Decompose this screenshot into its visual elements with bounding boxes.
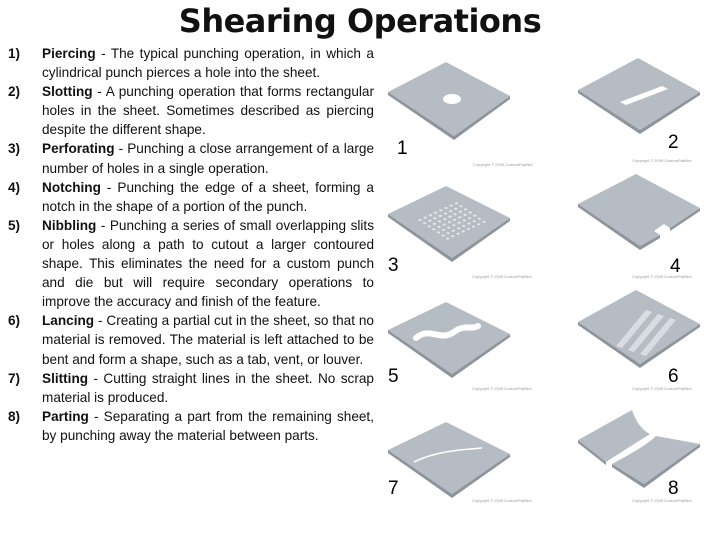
figure-label: 2	[668, 132, 679, 153]
item-text: - Creating a partial cut in the sheet, so that no material is removed. The material is left attached to be bent and form a shape, such as a tab, vent, or louver.	[42, 313, 374, 367]
list-item	[8, 311, 374, 368]
item-body	[42, 311, 374, 368]
figure-label: 1	[397, 138, 408, 159]
notching-plate-image	[576, 174, 702, 254]
copyright-note: Copyright © 2009 CustomPartNet	[472, 274, 532, 279]
item-body	[42, 44, 374, 82]
perforation-hole	[457, 227, 460, 229]
perforation-hole	[428, 220, 431, 222]
item-body	[42, 407, 374, 445]
copyright-note: Copyright © 2009 CustomPartNet	[632, 274, 692, 279]
figure-label: 5	[388, 366, 399, 387]
item-term: Nibbling	[42, 217, 97, 233]
item-term: Notching	[42, 179, 101, 195]
perforation-hole	[467, 223, 470, 225]
perforation-hole	[473, 220, 476, 222]
perforation-hole	[447, 232, 450, 234]
copyright-note: Copyright © 2009 CustomPartNet	[473, 162, 533, 167]
perforation-hole	[454, 208, 457, 210]
item-text: - Punching a close arrangement of a large number of holes in a single operation.	[42, 141, 374, 176]
list-item	[8, 369, 374, 407]
list-item	[8, 178, 374, 216]
item-number: 5)	[8, 217, 21, 233]
perforation-hole	[464, 208, 467, 210]
perforation-hole	[418, 219, 421, 221]
item-number: 4)	[8, 179, 21, 195]
perforation-hole	[432, 228, 435, 230]
perforation-hole	[443, 218, 446, 220]
perforation-hole	[433, 217, 436, 219]
item-number: 1)	[8, 46, 21, 61]
piercing-plate-image	[386, 62, 512, 144]
perforation-hole	[473, 215, 476, 217]
copyright-note: Copyright © 2009 CustomPartNet	[632, 498, 692, 503]
slotting-plate-image	[576, 58, 702, 138]
perforation-hole	[472, 226, 475, 228]
perforation-hole	[454, 213, 457, 215]
copyright-note: Copyright © 2009 CustomPartNet	[632, 158, 692, 163]
parting-plate-image	[576, 410, 702, 494]
perforation-hole	[449, 210, 452, 212]
slitting-plate-image	[386, 422, 512, 502]
figure-label: 7	[388, 478, 399, 499]
perforation-hole	[469, 212, 472, 214]
item-term: Perforating	[42, 141, 115, 157]
perforation-hole	[441, 235, 444, 237]
perforation-hole	[444, 207, 447, 209]
item-number: 3)	[8, 141, 21, 157]
perforation-hole	[459, 211, 462, 213]
perforation-hole	[477, 223, 480, 225]
perforation-hole	[452, 230, 455, 232]
perforation-hole	[482, 221, 485, 223]
perforation-hole	[455, 202, 458, 204]
perforation-hole	[467, 228, 470, 230]
perforation-hole	[462, 230, 465, 232]
perforation-hole	[424, 217, 427, 219]
list-item	[8, 139, 374, 177]
list-item	[8, 216, 374, 311]
perforating-plate-image	[386, 186, 512, 266]
item-number: 8)	[8, 408, 21, 424]
item-text: - Cutting straight lines in the sheet. No scrap material is produced.	[42, 370, 374, 405]
perforation-hole	[442, 229, 445, 231]
perforation-hole	[428, 225, 431, 227]
perforation-hole	[437, 226, 440, 228]
item-term: Parting	[42, 408, 89, 424]
perforation-hole	[451, 235, 454, 237]
item-number: 7)	[8, 370, 21, 386]
perforation-hole	[439, 209, 442, 211]
item-body	[42, 178, 374, 216]
perforation-hole	[452, 224, 455, 226]
perforation-hole	[468, 217, 471, 219]
perforation-hole	[463, 214, 466, 216]
perforation-hole	[463, 219, 466, 221]
perforation-hole	[450, 205, 453, 207]
perforation-hole	[438, 220, 441, 222]
item-term: Slotting	[42, 84, 93, 100]
perforation-hole	[448, 221, 451, 223]
copyright-note: Copyright © 2009 CustomPartNet	[472, 386, 532, 391]
figure-label: 6	[668, 366, 679, 387]
item-term: Piercing	[42, 46, 96, 61]
item-body	[42, 369, 374, 407]
item-text: - The typical punching operation, in which a cylindrical punch pierces a hole into the sheet.	[42, 46, 374, 81]
perforation-hole	[446, 238, 449, 240]
perforation-hole	[458, 222, 461, 224]
perforation-hole	[439, 215, 442, 217]
perforation-hole	[443, 224, 446, 226]
figure-label: 8	[668, 478, 679, 499]
nibbling-plate-image	[386, 302, 512, 382]
item-body	[42, 139, 374, 177]
figure-label: 3	[388, 255, 399, 276]
perforation-hole	[453, 219, 456, 221]
operations-list	[8, 44, 374, 445]
item-term: Lancing	[42, 313, 95, 329]
copyright-note: Copyright © 2009 CustomPartNet	[472, 498, 532, 503]
perforation-hole	[429, 214, 432, 216]
item-text: - Punching a series of small overlapping slits or holes along a path to cutout a larger contoured shape. This eliminates the need for a custom punch and die but will require secondary operations to improve the accuracy and finish of the feature.	[42, 217, 374, 310]
item-number: 6)	[8, 313, 21, 329]
list-item	[8, 82, 374, 139]
perforation-hole	[462, 225, 465, 227]
perforation-hole	[448, 216, 451, 218]
perforation-hole	[423, 222, 426, 224]
list-item	[8, 407, 374, 445]
perforation-hole	[458, 216, 461, 218]
item-body	[42, 216, 374, 311]
perforation-hole	[459, 205, 462, 207]
perforation-hole	[444, 213, 447, 215]
item-body	[42, 82, 374, 139]
perforation-hole	[437, 231, 440, 233]
item-number: 2)	[8, 84, 21, 100]
copyright-note: Copyright © 2009 CustomPartNet	[632, 386, 692, 391]
list-item	[8, 44, 374, 82]
figure-label: 4	[670, 256, 681, 277]
operation-figures	[380, 50, 720, 540]
perforation-hole	[478, 218, 481, 220]
perforation-hole	[447, 227, 450, 229]
perforation-hole	[456, 233, 459, 235]
item-text: - Punching the edge of a sheet, forming a notch in the shape of a portion of the punch.	[42, 179, 374, 214]
lancing-plate-image	[576, 290, 702, 374]
page-title: Shearing Operations	[178, 2, 542, 40]
perforation-hole	[433, 223, 436, 225]
perforation-hole	[434, 212, 437, 214]
item-text: - A punching operation that forms rectangular holes in the sheet. Sometimes described as piercing despite the different shape.	[42, 84, 374, 138]
item-term: Slitting	[42, 370, 89, 386]
item-text: - Separating a part from the remaining sheet, by punching away the material between parts.	[42, 408, 374, 443]
